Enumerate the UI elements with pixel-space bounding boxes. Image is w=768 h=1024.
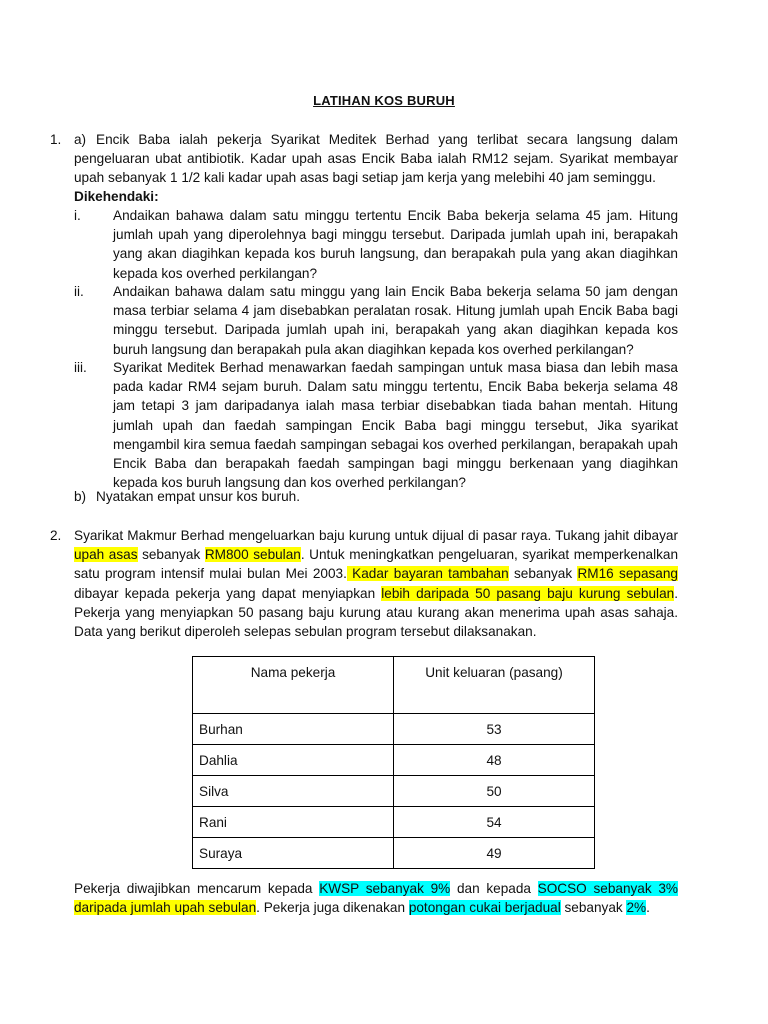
q2-footer-seg: sebanyak <box>560 900 627 916</box>
cell-name: Rani <box>193 807 394 838</box>
q2-highlight-rm16: RM16 sepasang <box>577 566 678 582</box>
header-unit-keluaran: Unit keluaran (pasang) <box>394 657 595 714</box>
highlight-jumlah-upah: daripada jumlah upah sebulan <box>74 900 257 916</box>
q2-seg: sebanyak <box>137 547 205 563</box>
q2-footer-seg: . <box>646 900 650 916</box>
q1-item-iii-text: Syarikat Meditek Berhad menawarkan faedah sampingan untuk masa biasa dan lebih masa pada kadar RM4 sejam buruh. Dalam satu minggu tertentu, Encik Baba bekerja selama 48 jam tetapi 3 jam daripadanya ialah masa terbiar disebabkan tiada bahan mentah. Hitung jumlah upah dan faedah sampingan Encik Baba bagi minggu tersebut, Jika syarikat mengambil kira semua faedah sampingan sebagai kos overhed perkilangan, berapakah upah Encik Baba dan berapakah faedah sampingan bagi minggu berkenaan yang diagihkan kepada kos buruh langsung dan kos overhed perkilangan? <box>113 360 678 491</box>
q1b-text: Nyatakan empat unsur kos buruh. <box>96 489 301 504</box>
header-nama-pekerja: Nama pekerja <box>193 657 394 714</box>
q2-seg: . Pekerja yang menyiapkan 50 pasang baju kurung atau kurang akan menerima upah asas sahaja. Data yang berikut diperoleh selepas sebulan program tersebut dilaksanakan. <box>74 585 678 640</box>
highlight-2-percent: 2% <box>626 900 647 916</box>
cell-units: 54 <box>394 807 595 838</box>
cell-name: Silva <box>193 776 394 807</box>
document-title <box>0 93 768 108</box>
highlight-socso-rate: SOCSO sebanyak 3% <box>537 881 679 896</box>
q1-number: 1. <box>50 132 62 147</box>
q1-item-iii-number: iii. <box>74 360 87 375</box>
q2-footer-seg: dan kepada <box>450 881 538 896</box>
dikehendaki-label <box>74 187 159 206</box>
q1a-label: a) <box>74 132 87 147</box>
cell-units: 50 <box>394 776 595 807</box>
q2-highlight-lebih-50: lebih daripada 50 pasang baju kurung sebulan <box>381 585 675 601</box>
q2-seg: Syarikat Makmur Berhad mengeluarkan baju kurung untuk dijual di pasar raya. Tukang jahit dibayar <box>74 528 678 543</box>
cell-name: Dahlia <box>193 745 394 776</box>
q1a-text: Encik Baba ialah pekerja Syarikat Meditek Berhad yang terlibat secara langsung dalam pengeluaran ubat antibiotik. Kadar upah asas Encik Baba ialah RM12 sejam. Syarikat membayar upah sebanyak 1 1/2 kali kadar upah asas bagi setiap jam kerja yang melebihi 40 jam seminggu. <box>74 132 678 186</box>
q1-item-i-number: i. <box>74 208 81 223</box>
output-table <box>192 656 595 869</box>
q2-highlight-upah-asas: upah asas <box>74 547 138 563</box>
cell-name: Suraya <box>193 838 394 869</box>
highlight-potongan-cukai: potongan cukai berjadual <box>408 900 561 916</box>
q2-footer-seg: Pekerja diwajibkan mencarum kepada <box>74 881 320 896</box>
q2-highlight-kadar-bayaran: Kadar bayaran tambahan <box>346 566 509 582</box>
q2-seg: . Untuk meningkatkan pengeluaran, syarikat memperkenalkan satu program intensif mulai bulan Mei 2003. <box>74 547 679 582</box>
table-row <box>193 745 595 776</box>
table-row <box>193 838 595 869</box>
q2-footer-paragraph <box>74 879 678 917</box>
q2-seg: dibayar kepada pekerja yang dapat menyiapkan <box>74 585 382 601</box>
q2-paragraph <box>74 526 678 641</box>
dikehendaki-text: Dikehendaki: <box>74 189 159 204</box>
q2-number: 2. <box>50 528 62 543</box>
q2-seg: sebanyak <box>508 566 578 582</box>
table-row <box>193 714 595 745</box>
cell-units: 49 <box>394 838 595 869</box>
title-text: LATIHAN KOS BURUH <box>313 93 455 108</box>
cell-name: Burhan <box>193 714 394 745</box>
q1b-label: b) <box>74 489 87 504</box>
table-header-row <box>193 657 595 714</box>
cell-units: 48 <box>394 745 595 776</box>
q2-highlight-rm800: RM800 sebulan <box>204 547 301 563</box>
q1-item-i-text: Andaikan bahawa dalam satu minggu tertentu Encik Baba bekerja selama 45 jam. Hitung jumlah upah yang diperolehnya bagi minggu tersebut. Daripada jumlah upah ini, berapakah yang akan diagihkan kepada kos buruh langsung, dan berapakah pula yang akan diagihkan kepada kos overhed perkilangan? <box>113 208 678 281</box>
highlight-kwsp: KWSP sebanyak 9% <box>319 881 451 896</box>
table-row <box>193 807 595 838</box>
q1-item-ii-number: ii. <box>74 284 84 299</box>
q2-footer-seg: . Pekerja juga dikenakan <box>256 900 409 916</box>
q1-item-ii-text: Andaikan bahawa dalam satu minggu yang lain Encik Baba bekerja selama 50 jam dengan masa terbiar selama 4 jam disebabkan peralatan rosak. Hitung jumlah upah Encik Baba bagi minggu tersebut. Daripada jumlah upah ini, berapakah yang akan diagihkan kepada kos buruh langsung dan berapakah pula akan diagihkan kepada kos overhed perkilangan? <box>113 284 678 357</box>
table-row <box>193 776 595 807</box>
cell-units: 53 <box>394 714 595 745</box>
